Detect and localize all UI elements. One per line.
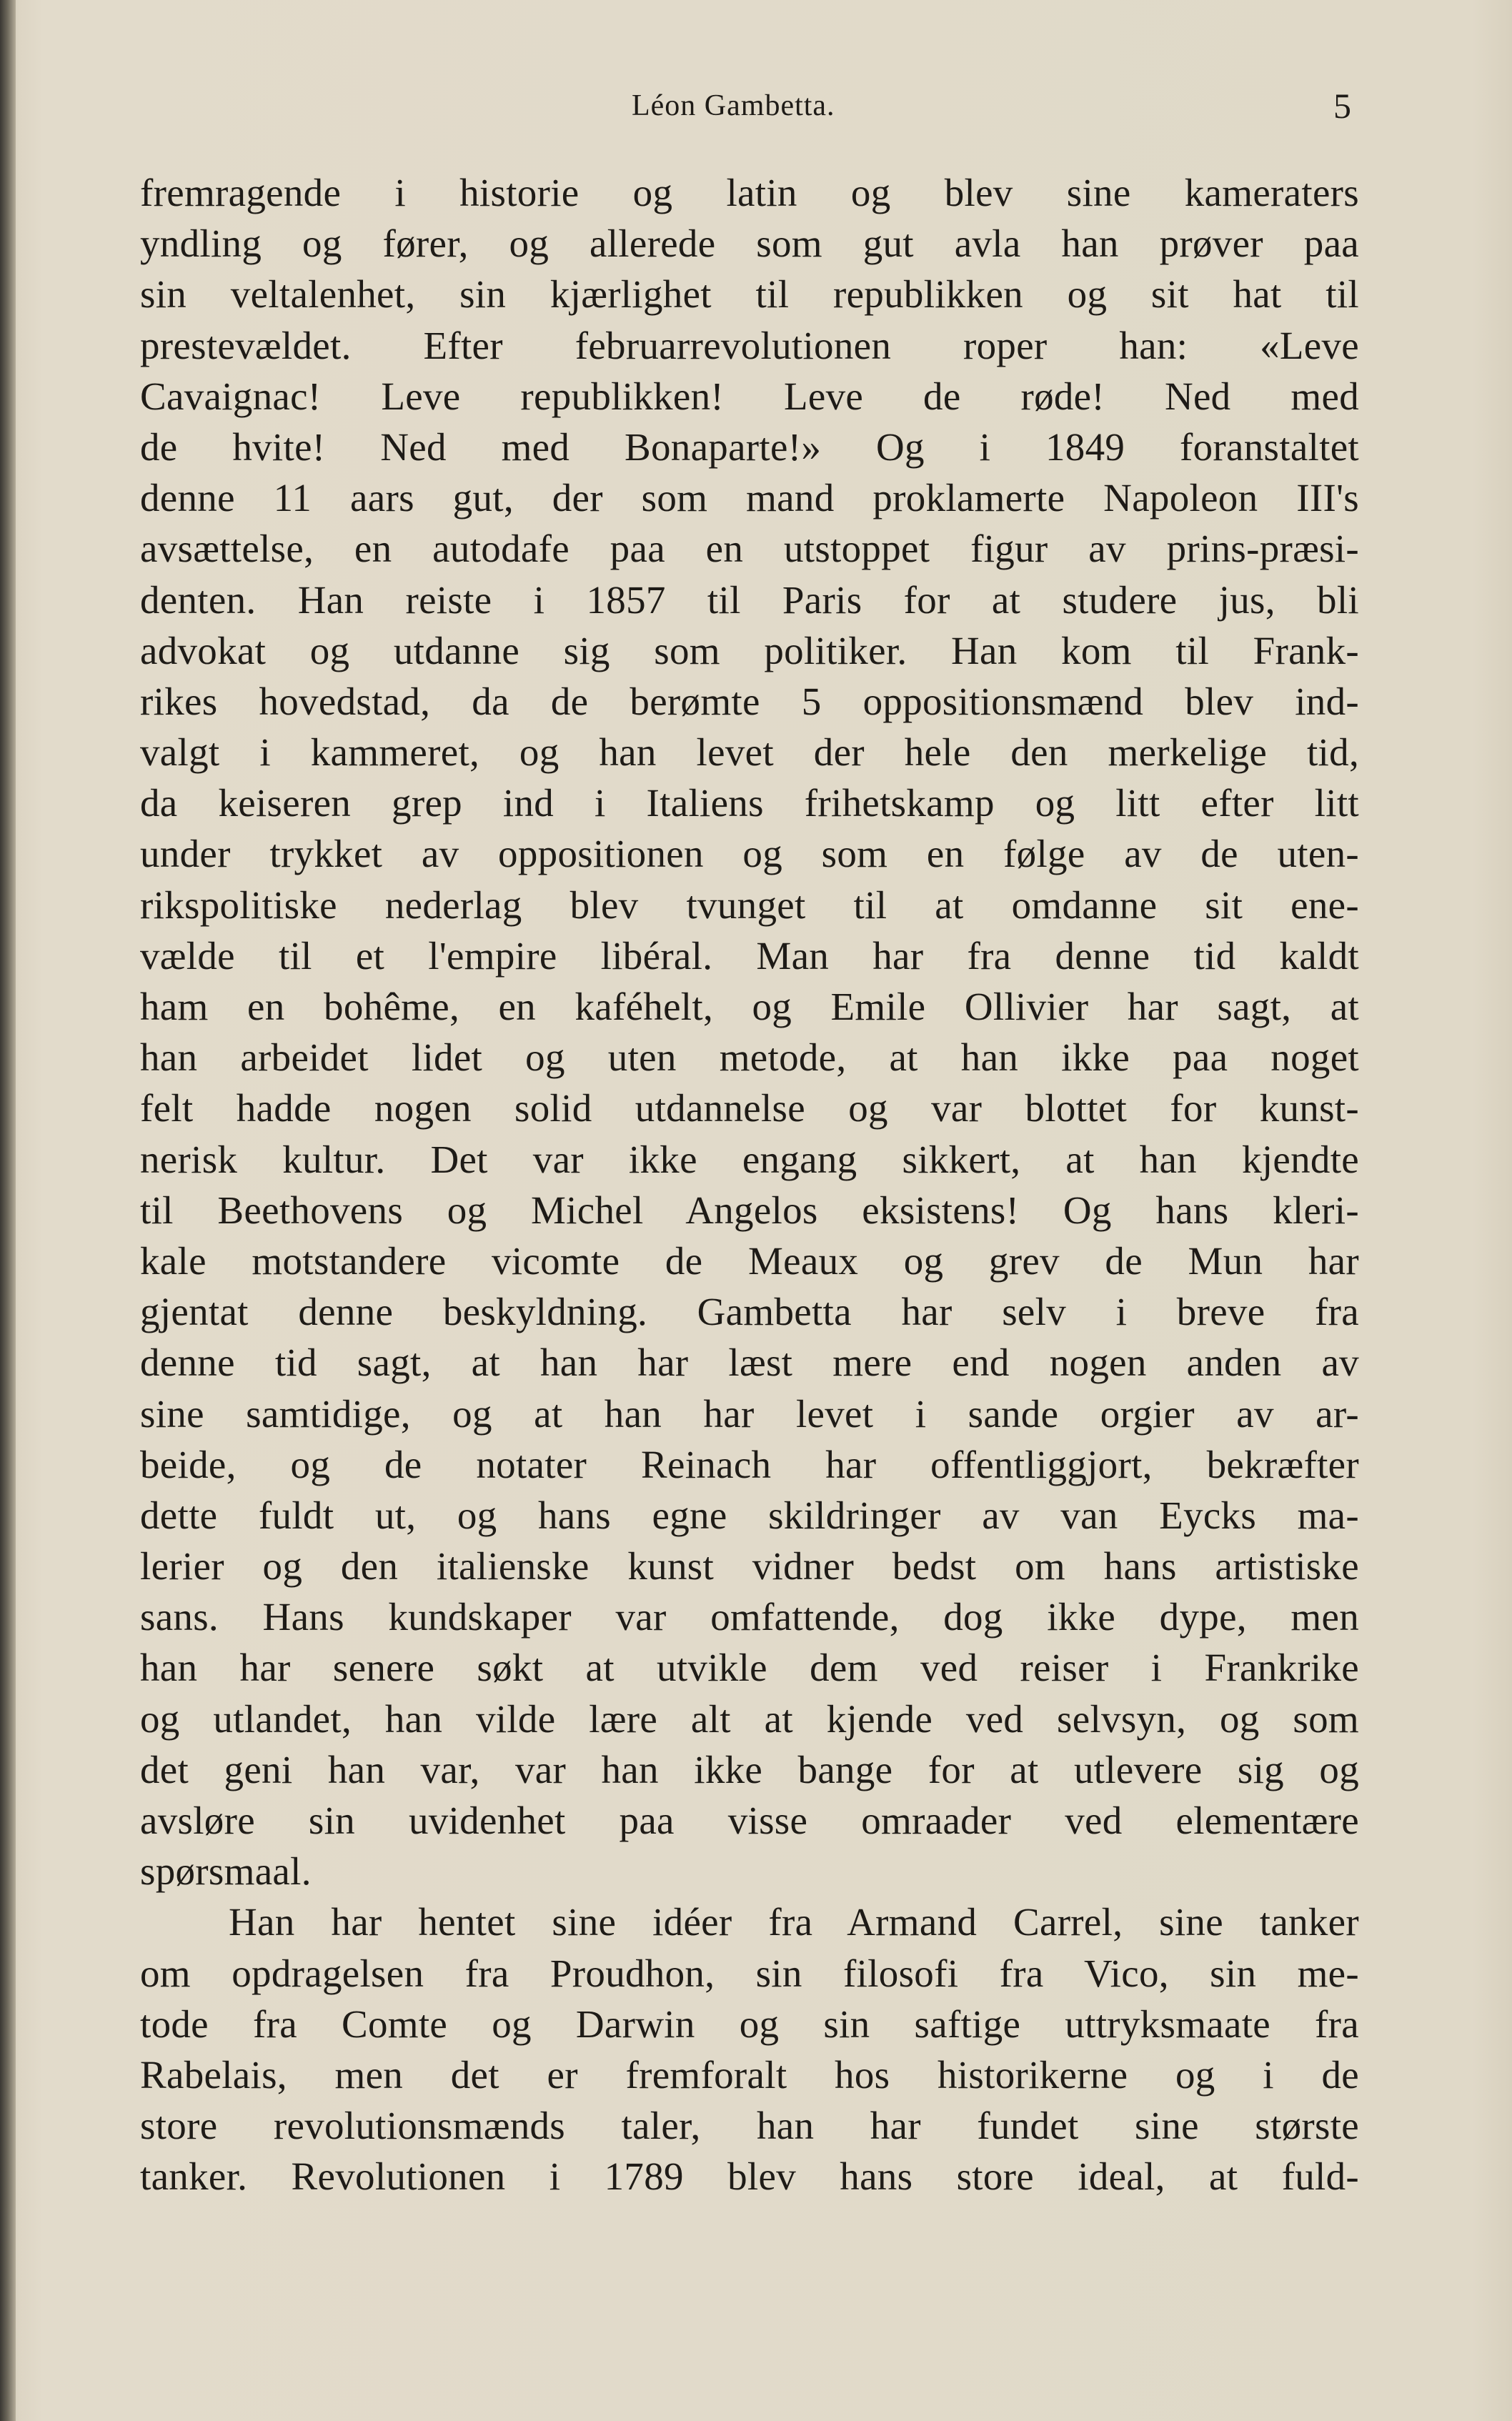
text-line: advokat og utdanne sig som politiker. Han kom til Frank-	[140, 628, 1359, 672]
text-line: gjentat denne beskyldning. Gambetta har selv i breve fra	[140, 1290, 1359, 1334]
text-line: prestevældet. Efter februarrevolutionen roper han: «Leve	[140, 323, 1359, 367]
text-line: da keiseren grep ind i Italiens frihetskamp og litt efter litt	[140, 781, 1359, 825]
text-line: rikspolitiske nederlag blev tvunget til at omdanne sit ene-	[140, 883, 1359, 927]
text-line: kale motstandere vicomte de Meaux og grev de Mun har	[140, 1238, 1359, 1283]
text-line: dette fuldt ut, og hans egne skildringer av van Eycks ma-	[140, 1493, 1359, 1537]
text-line: fremragende i historie og latin og blev sine kameraters	[140, 171, 1359, 214]
text-line: og utlandet, han vilde lære alt at kjende ved selvsyn, og som	[140, 1696, 1359, 1741]
text-line: valgt i kammeret, og han levet der hele den merkelige tid,	[140, 730, 1359, 775]
text-line: beide, og de notater Reinach har offentliggjort, bekræfter	[140, 1442, 1359, 1486]
text-line: ham en bohême, en kaféhelt, og Emile Ollivier har sagt, at	[140, 985, 1359, 1028]
text-line: til Beethovens og Michel Angelos eksistens! Og hans kleri-	[140, 1188, 1359, 1232]
text-line: lerier og den italienske kunst vidner bedst om hans artistiske	[140, 1544, 1359, 1589]
text-line: under trykket av oppositionen og som en følge av de uten-	[140, 832, 1359, 876]
text-line: felt hadde nogen solid utdannelse og var blottet for kunst-	[140, 1086, 1359, 1130]
text-line: de hvite! Ned med Bonaparte!» Og i 1849 foranstaltet	[140, 424, 1359, 469]
text-line: nerisk kultur. Det var ikke engang sikkert, at han kjendte	[140, 1137, 1359, 1181]
page-number: 5	[1333, 86, 1351, 126]
text-line: om opdragelsen fra Proudhon, sin filosofi fra Vico, sin me-	[140, 1951, 1359, 1995]
text-line: denne 11 aars gut, der som mand proklamerte Napoleon III's	[140, 476, 1359, 520]
page-binding-edge	[0, 0, 16, 2421]
text-line: tode fra Comte og Darwin og sin saftige uttryksmaate fra	[140, 2002, 1359, 2046]
text-line: han har senere søkt at utvikle dem ved reiser i Frankrike	[140, 1646, 1359, 1690]
text-line: sin veltalenhet, sin kjærlighet til republikken og sit hat til	[140, 272, 1359, 317]
text-line: avsløre sin uvidenhet paa visse omraader ved elementære	[140, 1799, 1359, 1842]
text-line: det geni han var, var han ikke bange for at utlevere sig og	[140, 1747, 1359, 1791]
running-head-title: Léon Gambetta.	[632, 89, 835, 122]
text-line: store revolutionsmænds taler, han har fundet sine største	[140, 2104, 1359, 2148]
text-line: vælde til et l'empire libéral. Man har fra denne tid kaldt	[140, 933, 1359, 978]
text-line: sans. Hans kundskaper var omfattende, dog ikke dype, men	[140, 1595, 1359, 1639]
text-line: sine samtidige, og at han har levet i sande orgier av ar-	[140, 1391, 1359, 1436]
text-line: Rabelais, men det er fremforalt hos historikerne og i de	[140, 2052, 1359, 2097]
text-line: avsættelse, en autodafe paa en utstoppet figur av prins-præsi-	[140, 527, 1359, 571]
body-text	[140, 167, 1359, 2202]
text-line: tanker. Revolutionen i 1789 blev hans store ideal, at fuld-	[140, 2154, 1359, 2199]
paragraph-start-line: Han har hentet sine idéer fra Armand Carrel, sine tanker	[229, 1900, 1359, 1944]
running-head	[0, 84, 1512, 127]
text-line: han arbeidet lidet og uten metode, at han ikke paa noget	[140, 1035, 1359, 1080]
text-line: denne tid sagt, at han har læst mere end nogen anden av	[140, 1341, 1359, 1385]
text-line: denten. Han reiste i 1857 til Paris for at studere jus, bli	[140, 577, 1359, 622]
text-line: yndling og fører, og allerede som gut avla han prøver paa	[140, 222, 1359, 266]
text-line: rikes hovedstad, da de berømte 5 oppositionsmænd blev ind-	[140, 679, 1359, 723]
paragraph-end-line: spørsmaal.	[140, 1849, 312, 1894]
text-line: Cavaignac! Leve republikken! Leve de røde! Ned med	[140, 374, 1359, 418]
